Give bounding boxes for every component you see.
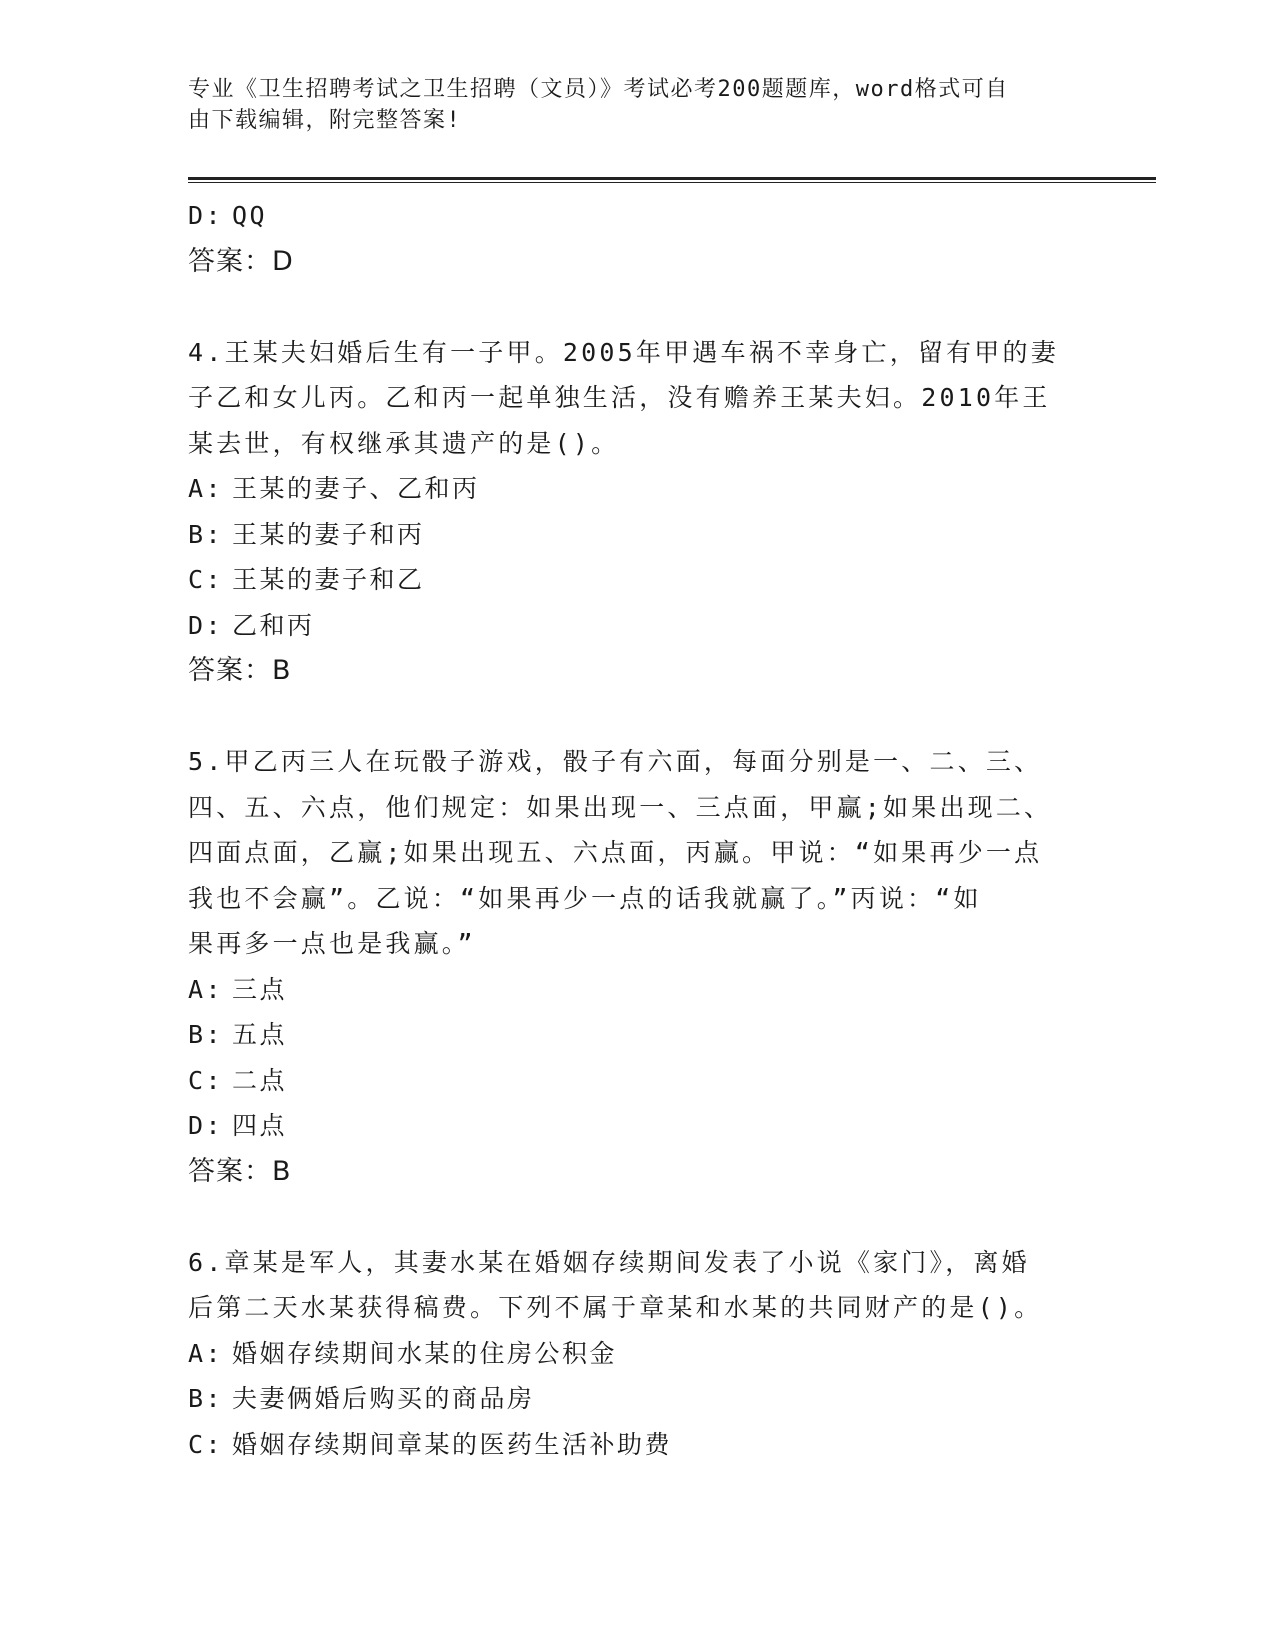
option-letter: B:: [188, 1020, 224, 1049]
option-text: 二点: [232, 1065, 288, 1095]
answer-line: 答案：B: [188, 655, 292, 686]
option-letter: D:: [188, 201, 224, 230]
option-a: [188, 1331, 1088, 1377]
header-divider-thin: [188, 182, 1156, 183]
option-text: QQ: [232, 201, 268, 230]
question-5: [188, 739, 1088, 1194]
question-text-line: 四、五、六点，他们规定：如果出现一、三点面，甲赢;如果出现二、: [188, 792, 1053, 822]
option-letter: A:: [188, 1338, 224, 1368]
option-text: 王某的妻子和乙: [232, 565, 425, 594]
option-b: [188, 512, 1088, 558]
option-letter: C:: [188, 1429, 224, 1459]
question-text-line: 我也不会赢”。乙说：“如果再少一点的话我就赢了。”丙说：“如: [188, 883, 982, 913]
spacer: [188, 284, 1088, 330]
option-text: 王某的妻子和丙: [232, 519, 425, 549]
option-letter: A:: [188, 974, 224, 1004]
header-divider-thick: [188, 177, 1156, 180]
answer-line: 答案：D: [188, 245, 294, 277]
option-c: [188, 1422, 1088, 1468]
option-letter: D:: [188, 610, 224, 640]
option-text: 三点: [232, 974, 288, 1004]
option-letter: C:: [188, 565, 224, 594]
header-line-1: 专业《卫生招聘考试之卫生招聘（文员）》考试必考200题题库，word格式可自: [188, 77, 1009, 102]
document-body: [188, 193, 1088, 1467]
option-b: [188, 1012, 1088, 1058]
option-letter: C:: [188, 1065, 224, 1095]
option-b: [188, 1376, 1088, 1422]
question-text-line: 4.王某夫妇婚后生有一子甲。2005年甲遇车祸不幸身亡，留有甲的妻: [188, 337, 1059, 367]
option-c: [188, 557, 1088, 603]
question-text-line: 四面点面，乙赢;如果出现五、六点面，丙赢。甲说：“如果再少一点: [188, 838, 1043, 867]
option-letter: D:: [188, 1111, 224, 1140]
question-text-line: 子乙和女儿丙。乙和丙一起单独生活，没有赡养王某夫妇。2010年王: [188, 383, 1051, 412]
option-a: [188, 466, 1088, 512]
option-d: [188, 193, 1088, 239]
header-line-2: 由下载编辑，附完整答案!: [188, 108, 462, 133]
question-text-line: 果再多一点也是我赢。”: [188, 929, 476, 958]
option-d: [188, 603, 1088, 649]
option-text: 夫妻俩婚后购买的商品房: [232, 1384, 535, 1413]
option-letter: A:: [188, 474, 224, 503]
option-text: 王某的妻子、乙和丙: [232, 474, 480, 503]
option-text: 婚姻存续期间章某的医药生活补助费: [232, 1429, 673, 1459]
option-letter: B:: [188, 519, 224, 549]
answer-line: 答案：B: [188, 1155, 292, 1187]
option-text: 四点: [232, 1111, 288, 1140]
option-text: 乙和丙: [232, 610, 315, 640]
option-text: 五点: [232, 1020, 288, 1049]
question-text-line: 6.章某是军人，其妻水某在婚姻存续期间发表了小说《家门》，离婚: [188, 1247, 1030, 1277]
question-text-line: 某去世，有权继承其遗产的是()。: [188, 428, 620, 458]
option-letter: B:: [188, 1384, 224, 1413]
option-c: [188, 1058, 1088, 1104]
question-text-line: 5.甲乙丙三人在玩骰子游戏，骰子有六面，每面分别是一、二、三、: [188, 747, 1043, 776]
option-a: [188, 967, 1088, 1013]
option-text: 婚姻存续期间水某的住房公积金: [232, 1338, 618, 1368]
spacer: [188, 1194, 1088, 1240]
question-4: [188, 330, 1088, 694]
document-header: [188, 74, 1068, 136]
question-6: [188, 1240, 1088, 1468]
spacer: [188, 694, 1088, 740]
option-d: [188, 1103, 1088, 1149]
question-text-line: 后第二天水某获得稿费。下列不属于章某和水某的共同财产的是()。: [188, 1293, 1043, 1322]
